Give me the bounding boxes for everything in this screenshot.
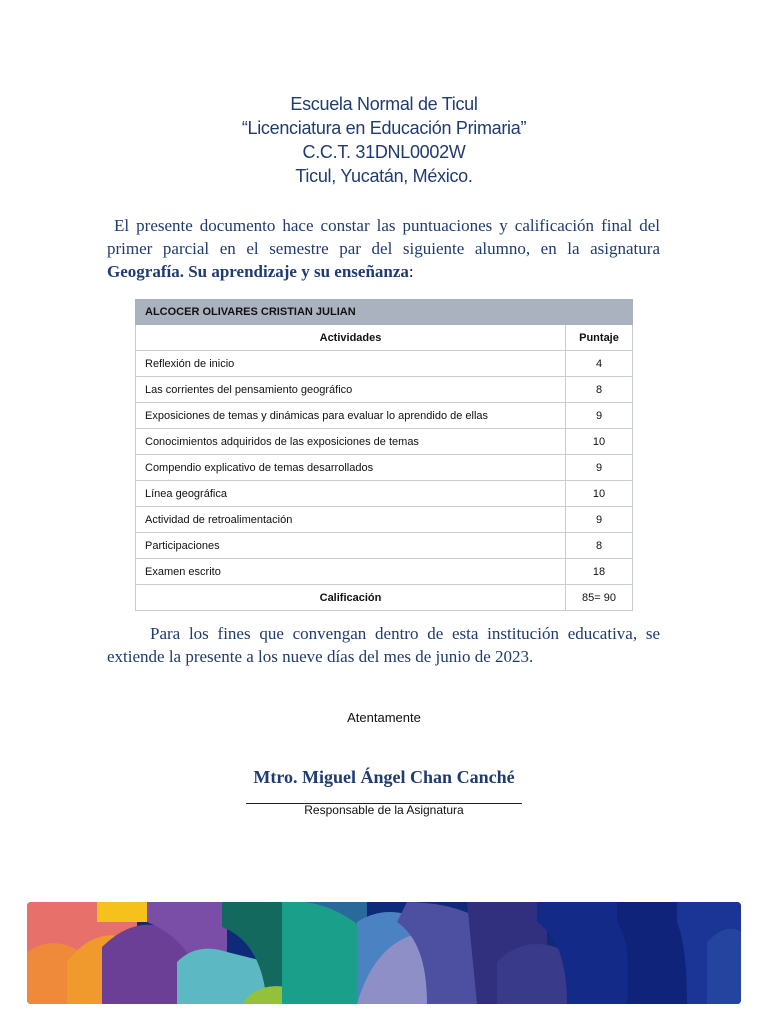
intro-end: : [408,262,414,281]
score-cell: 9 [566,455,633,481]
decorative-banner [27,902,741,1004]
table-row [136,377,633,403]
student-name: ALCOCER OLIVARES CRISTIAN JULIAN [136,300,633,325]
student-row [136,300,633,325]
document-header [0,92,768,188]
table-header-row [136,325,633,351]
table-row [136,455,633,481]
activity-cell: Compendio explicativo de temas desarrollados [136,455,566,481]
table-row [136,429,633,455]
subject-name: Geografía. Su aprendizaje y su enseñanza [107,262,409,281]
table-row [136,351,633,377]
intro-text: El presente documento hace constar las puntuaciones y calificación final del primer parcial en el semestre par del siguiente alumno, en la asignatura [107,216,661,258]
school-location: Ticul, Yucatán, México. [295,166,473,186]
score-cell: 9 [566,507,633,533]
total-label: Calificación [136,585,566,611]
closing-paragraph: Para los fines que convengan dentro de esta institución educativa, se extiende la presente a los nueve días del mes de junio de 2023. [107,624,660,666]
school-code: C.C.T. 31DNL0002W [302,142,466,162]
total-value: 85= 90 [566,585,633,611]
activity-cell: Participaciones [136,533,566,559]
activity-cell: Examen escrito [136,559,566,585]
activity-cell: Exposiciones de temas y dinámicas para evaluar lo aprendido de ellas [136,403,566,429]
program-name: “Licenciatura en Educación Primaria” [241,118,527,138]
signer-name: Mtro. Miguel Ángel Chan Canché [253,767,515,787]
total-row [136,585,633,611]
activity-cell: Conocimientos adquiridos de las exposiciones de temas [136,429,566,455]
score-cell: 8 [566,377,633,403]
table-row [136,481,633,507]
signer-role: Responsable de la Asignatura [304,803,464,817]
score-cell: 8 [566,533,633,559]
activity-cell: Actividad de retroalimentación [136,507,566,533]
table-row [136,559,633,585]
activity-cell: Las corrientes del pensamiento geográfico [136,377,566,403]
header-activity: Actividades [136,325,566,351]
activity-cell: Reflexión de inicio [136,351,566,377]
score-cell: 9 [566,403,633,429]
score-cell: 18 [566,559,633,585]
table-row [136,507,633,533]
header-score: Puntaje [566,325,633,351]
score-cell: 10 [566,481,633,507]
activity-cell: Línea geográfica [136,481,566,507]
score-cell: 10 [566,429,633,455]
school-name: Escuela Normal de Ticul [290,94,478,114]
table-row [136,533,633,559]
salutation: Atentamente [347,710,421,725]
score-cell: 4 [566,351,633,377]
grades-table [135,299,633,611]
table-row [136,403,633,429]
intro-paragraph [107,214,660,283]
